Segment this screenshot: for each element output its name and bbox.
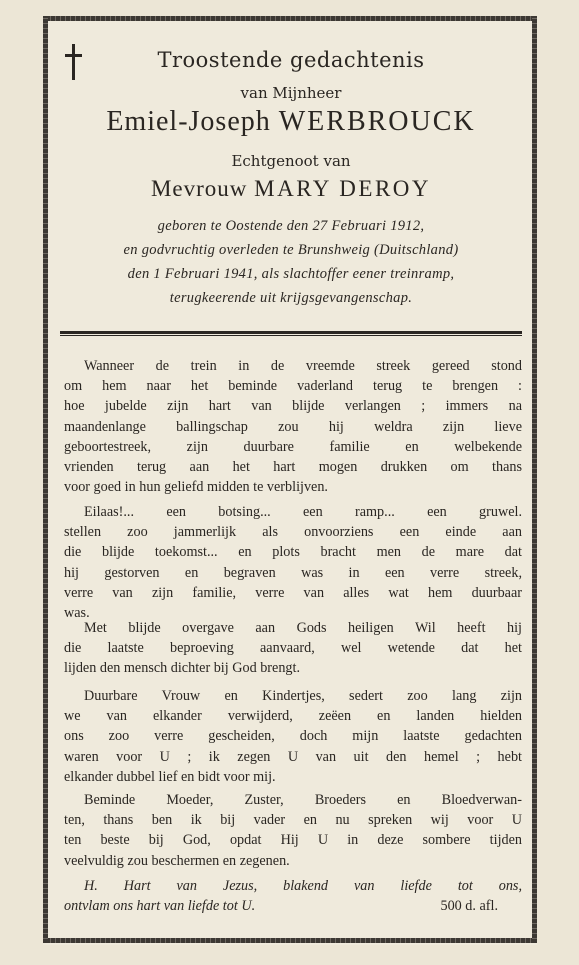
paragraph-faith	[64, 618, 522, 679]
text-line: was.	[64, 605, 90, 622]
text-line: veelvuldig zou beschermen en zegenen.	[64, 852, 290, 869]
text-line: we van elkander verwijderd, zeëen en landen hielden	[64, 708, 522, 725]
divider-rule-thin	[60, 335, 522, 336]
bio-line: en godvruchtig overleden te Brunshweig (Duitschland)	[123, 242, 459, 258]
bio-line: terugkeerende uit krijgsgevangenschap.	[169, 290, 413, 306]
text-line: Wanneer de trein in de vreemde streek gereed stond	[84, 358, 522, 374]
text-line: die blijde toekomst... en plots bracht men de mare dat	[64, 544, 522, 561]
deceased-name	[55, 106, 527, 138]
prayer-line: H. Hart van Jezus, blakend van liefde tot ons,	[84, 878, 522, 894]
text-line: om hem naar het beminde vaderland terug te brengen :	[64, 378, 522, 395]
paragraph-family	[64, 686, 522, 787]
text-line: stellen zoo jammerlijk als onvoorziens een einde aan	[64, 524, 522, 541]
first-names: Emiel-Joseph	[106, 106, 271, 137]
spouse-name: MARY DEROY	[254, 176, 432, 201]
text-line: Eilaas!... een botsing... een ramp... een gruwel.	[84, 504, 522, 520]
text-line: vrienden terug aan het hart mogen drukken om thans	[64, 459, 522, 476]
surname: WERBROUCK	[278, 106, 476, 137]
paragraph-return	[64, 356, 522, 497]
van-line: van Mijnheer	[240, 84, 342, 102]
border-top	[43, 16, 537, 21]
prayer-line-2	[64, 896, 522, 916]
text-line: ons zoo verre gescheiden, doch mijn laatste gedachten	[64, 728, 522, 745]
text-line: elkander dubbel lief en bidt voor mij.	[64, 768, 276, 785]
text-line: ten, thans ben ik bij vader en nu spreken wij voor U	[64, 812, 522, 829]
prayer	[64, 876, 522, 916]
text-line: waren voor U ; ik zegen U van uit den hemel ; hebt	[64, 748, 522, 765]
text-line: ten beste bij God, opdat Hij U in deze sombere tijden	[64, 832, 522, 849]
text-line: Beminde Moeder, Zuster, Broeders en Bloedverwan-	[84, 792, 522, 808]
spouse-name-line	[55, 176, 527, 202]
spouse-intro: Echtgenoot van	[231, 152, 351, 170]
indulgence: 500 d. afl.	[440, 898, 498, 915]
spouse-title: Mevrouw	[150, 176, 248, 201]
text-line: die laatste beproeving aanvaard, wel wetende dat het	[64, 640, 522, 657]
border-bottom	[43, 938, 537, 943]
text-line: hij gestorven en begraven was in een verre streek,	[64, 564, 522, 581]
text-line: verre van zijn familie, verre van alles wat hem duurbaar	[64, 584, 522, 601]
text-line: Duurbare Vrouw en Kindertjes, sedert zoo lang zijn	[84, 688, 522, 704]
border-right	[532, 16, 537, 943]
prayer-text: ontvlam ons hart van liefde tot U.	[64, 898, 256, 915]
bio-line: den 1 Februari 1941, als slachtoffer eener treinramp,	[127, 266, 455, 282]
text-line: hoe jubelde zijn hart van blijde verlangen ; immers na	[64, 398, 522, 415]
text-line: voor goed in hun geliefd midden te verblijven.	[64, 479, 328, 496]
text-line: lijden den mensch dichter bij God brengt.	[64, 660, 301, 677]
bio-line: geboren te Oostende den 27 Februari 1912,	[157, 218, 425, 234]
paragraph-accident	[64, 502, 522, 623]
text-line: Met blijde overgave aan Gods heiligen Wil heeft hij	[84, 620, 522, 636]
divider-rule	[60, 331, 522, 334]
text-line: geboortestreek, zijn duurbare familie en welbekende	[64, 438, 522, 455]
border-left	[43, 16, 48, 943]
card-title: Troostende gedachtenis	[157, 48, 425, 72]
paragraph-relatives	[64, 790, 522, 871]
text-line: maandenlange ballingschap zou hij weldra zijn lieve	[64, 418, 522, 435]
